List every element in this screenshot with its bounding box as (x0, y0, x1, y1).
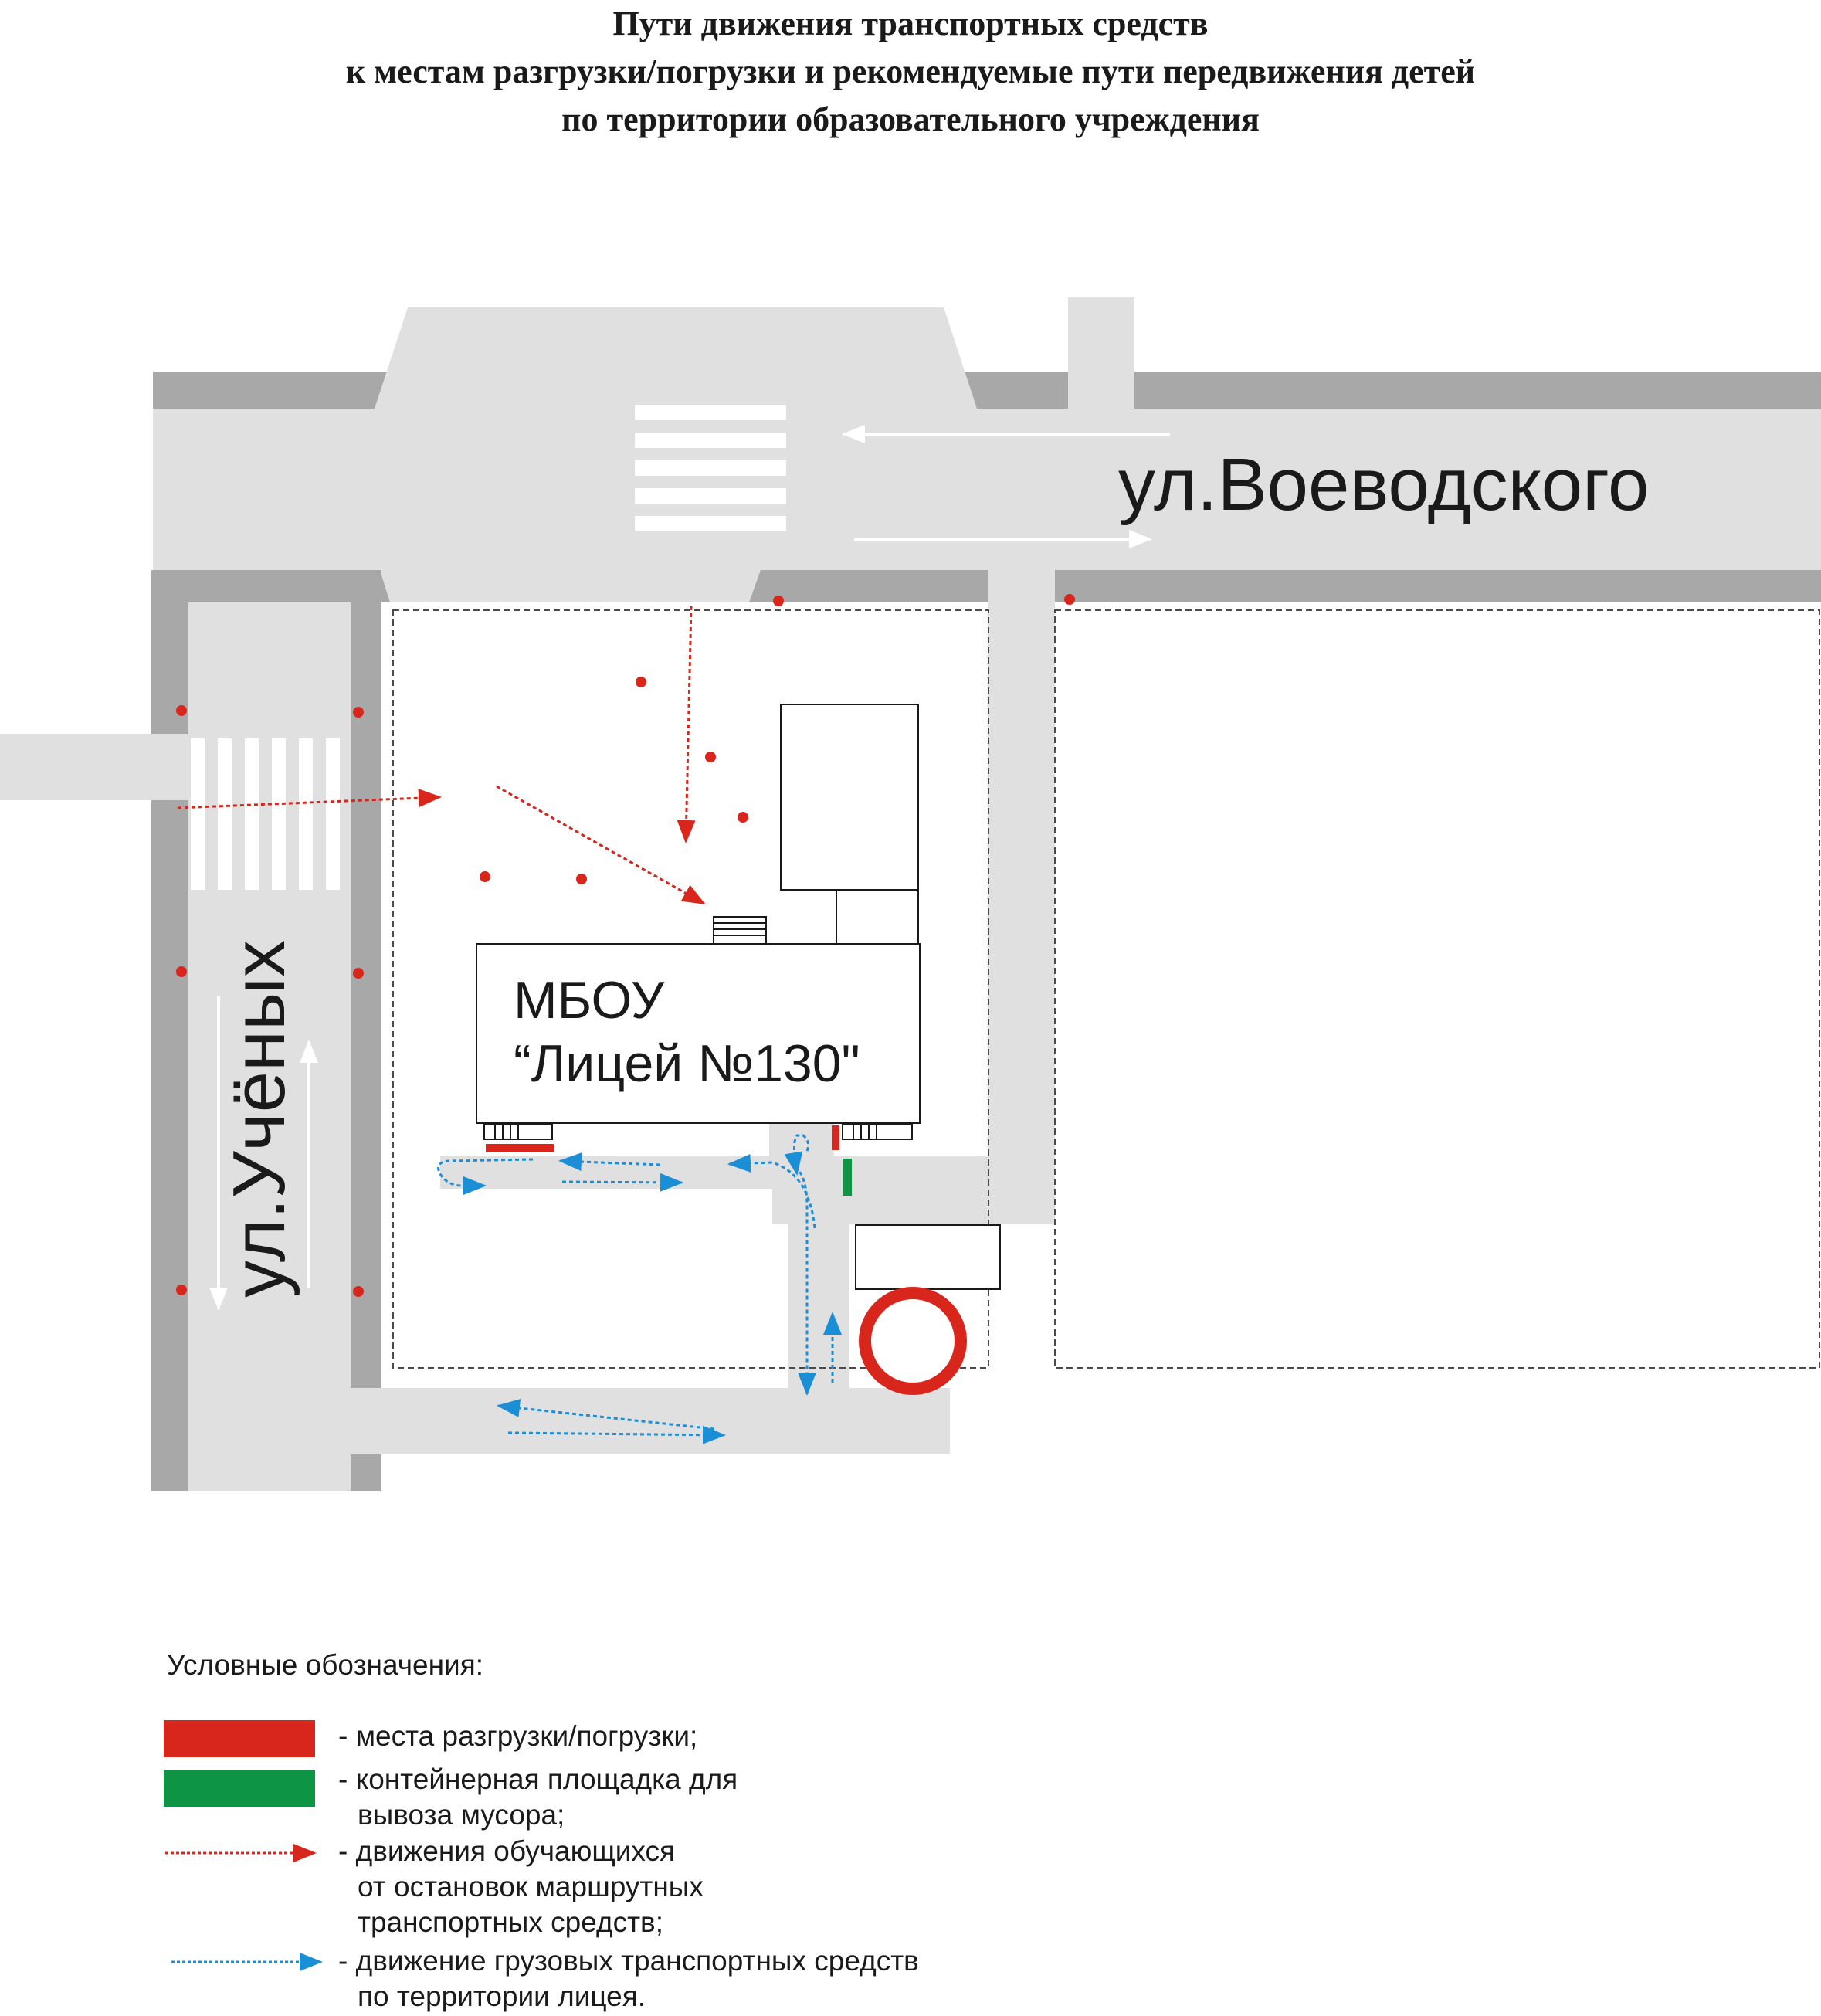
entrance-north (714, 917, 766, 944)
title-line-1: Пути движения транспортных средств (612, 5, 1209, 42)
student-path-arrow (686, 606, 691, 842)
annex-upper (781, 704, 918, 890)
unloading-place-west (486, 1144, 554, 1152)
stop-dot (353, 1286, 364, 1297)
no-entry-sign (865, 1293, 961, 1389)
stop-dot (176, 705, 187, 716)
legend-text-student-2: от остановок маршрутных (358, 1871, 704, 1902)
stop-dot (353, 707, 364, 718)
annex-lower (836, 890, 918, 944)
service-road-north (769, 1122, 834, 1159)
legend-text-truck-1: - движение грузовых транспортных средств (338, 1945, 919, 1977)
side-road-west (0, 734, 188, 800)
entrance-south-east (843, 1124, 912, 1139)
school-building (476, 944, 920, 1123)
title-line-2: к местам разгрузки/погрузки и рекомендуемые пути передвижения детей (345, 53, 1476, 90)
stop-dot (636, 677, 646, 687)
legend-text-container-2: вывоза мусора; (358, 1799, 565, 1831)
side-lane-north (1068, 297, 1134, 409)
stop-dot (480, 871, 490, 882)
legend-heading: Условные обозначения: (167, 1649, 484, 1681)
service-road-east (988, 602, 1055, 1224)
school-name-line-2: “Лицей №130" (514, 1034, 860, 1093)
stop-dot (576, 874, 587, 884)
title-line-3: по территории образовательного учреждения (561, 100, 1260, 138)
street-label-uchenykh: ул.Учёных (218, 940, 300, 1298)
service-road-south-east (849, 1388, 950, 1454)
stop-dot (773, 596, 784, 606)
stop-dot (705, 752, 716, 762)
stop-dot (353, 968, 364, 979)
street-uchenykh (0, 570, 381, 1491)
stop-dot (1064, 594, 1075, 605)
stop-dot (176, 1285, 187, 1295)
legend-text-container-1: - контейнерная площадка для (338, 1763, 738, 1795)
entrance-south-west (484, 1124, 552, 1139)
legend-text-student-1: - движения обучающихся (338, 1835, 676, 1867)
legend-text-student-3: транспортных средств; (358, 1906, 663, 1938)
student-path-arrow (497, 786, 704, 904)
service-road-vertical (788, 1156, 849, 1388)
unloading-place-east (832, 1125, 839, 1150)
street-label-voevodskogo: ул.Воеводского (1118, 443, 1650, 526)
legend-text-truck-2: по территории лицея. (358, 1980, 646, 2012)
stop-dot (176, 966, 187, 977)
neighbor-territory-boundary (1055, 610, 1819, 1368)
road-bulge-south (380, 570, 761, 602)
stop-dot (738, 812, 748, 823)
entrance-lane-east (988, 570, 1055, 602)
school-name-line-1: МБОУ (514, 971, 665, 1030)
container-area (843, 1159, 852, 1196)
road-bulge-north (375, 307, 977, 409)
outbuilding (856, 1225, 1000, 1289)
service-road-west (440, 1156, 792, 1189)
legend-text-unloading: - места разгрузки/погрузки; (338, 1720, 698, 1752)
